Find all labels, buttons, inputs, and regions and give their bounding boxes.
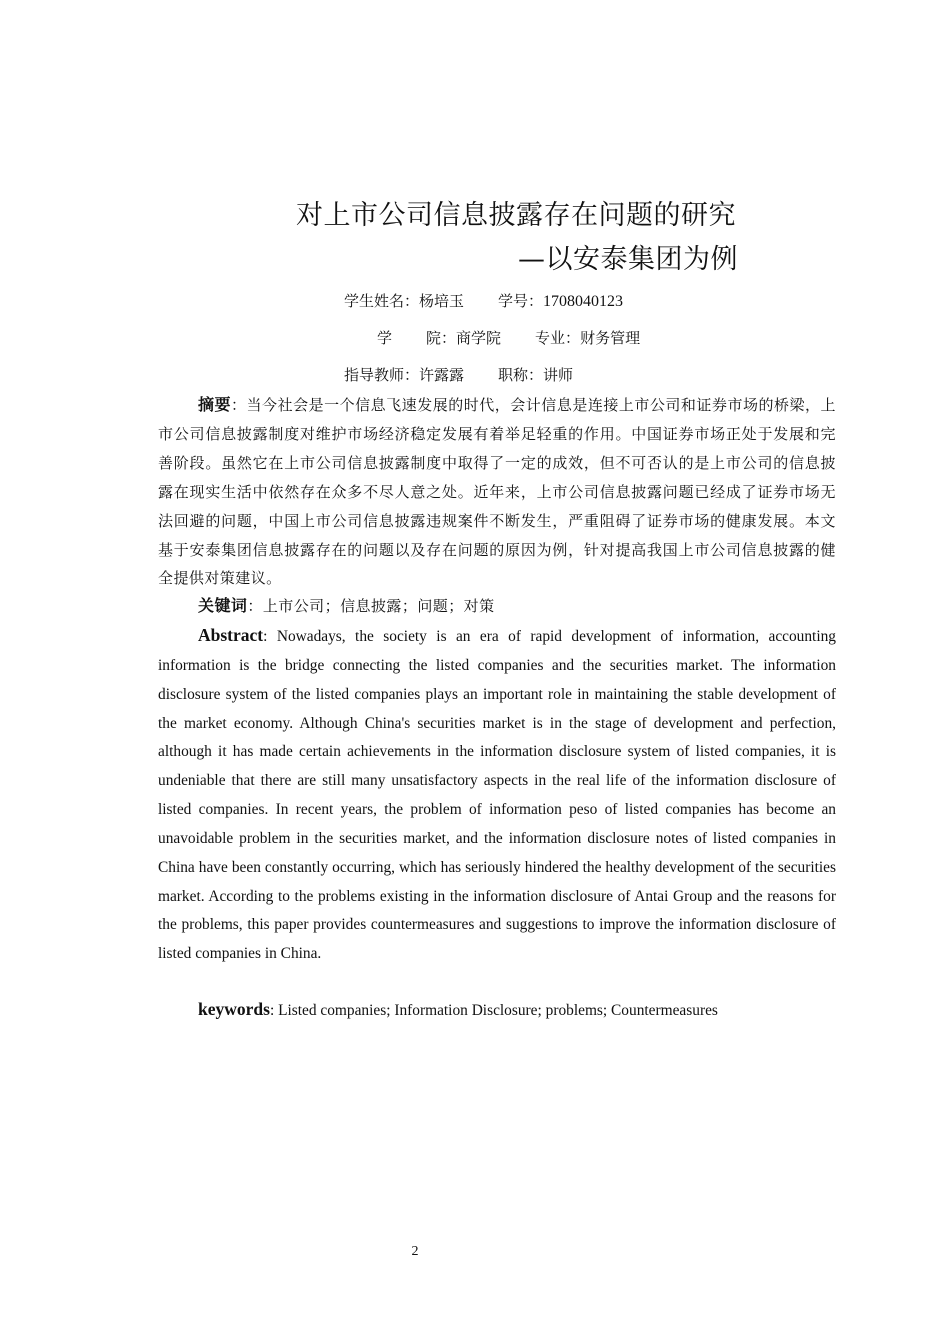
major-name: 财务管理 — [580, 329, 641, 347]
rank-label: 职称： — [498, 366, 544, 384]
page-number: 2 — [411, 1244, 419, 1259]
english-abstract-separator: : — [263, 628, 277, 645]
college-label-second: 院： — [426, 329, 457, 347]
english-abstract-text: Nowadays, the society is an era of rapid development of information, accounting information is the bridge connecting the listed companies and the securities market. The information disclosure system of the listed companies plays an important role in maintaining the stable development of the market economy. Although China's securities market is in the stage of development and perfection, although it has made certain achievements in the information disclosure system of listed companies, it is undeniable that there are still many unsatisfactory aspects in the real life of the information disclosure of listed companies. In recent years, the problem of information peso of listed companies has become an unavoidable problem in the securities market, and the information disclosure notes of listed companies in China have been constantly occurring, which has seriously hindered the healthy development of the securities market. According to the problems existing in the information disclosure of Antai Group and the reasons for the problems, this paper provides countermeasures and suggestions to improve the information disclosure of listed companies in China. — [158, 628, 837, 963]
thesis-subtitle: —以安泰集团为例 — [518, 244, 738, 275]
chinese-keywords-label: 关键词 — [198, 596, 248, 615]
chinese-keywords-text: 上市公司；信息披露；问题；对策 — [262, 597, 495, 615]
english-keywords-text: Listed companies; Information Disclosure; problems; Countermeasures — [278, 1002, 718, 1019]
chinese-abstract — [158, 391, 836, 593]
english-keywords-label: keywords — [198, 999, 270, 1019]
chinese-abstract-label: 摘要 — [198, 395, 232, 414]
thesis-title: 对上市公司信息披露存在问题的研究 — [296, 200, 736, 231]
advisor-name: 许露露 — [419, 366, 465, 384]
college-info-row — [377, 327, 640, 349]
rank-value: 讲师 — [543, 366, 574, 384]
major-label: 专业： — [535, 329, 581, 347]
student-info-row — [344, 290, 623, 313]
chinese-keywords — [158, 592, 836, 621]
english-keywords-separator: : — [269, 1002, 279, 1019]
chinese-keywords-separator: ： — [247, 597, 263, 615]
student-name: 杨培玉 — [419, 292, 465, 310]
chinese-abstract-separator: ： — [231, 396, 247, 414]
chinese-abstract-text: 当今社会是一个信息飞速发展的时代，会计信息是连接上市公司和证券市场的桥梁，上市公司信息披露制度对维护市场经济稳定发展有着举足轻重的作用。中国证券市场正处于发展和完善阶段。虽然它在上市公司信息披露制度中取得了一定的成效，但不可否认的是上市公司的信息披露在现实生活中依然存在众多不尽人意之处。近年来，上市公司信息披露问题已经成了证券市场无法回避的问题，中国上市公司信息披露违规案件不断发生，严重阻碍了证券市场的健康发展。本文基于安泰集团信息披露存在的问题以及存在问题的原因为例，针对提高我国上市公司信息披露的健全提供对策建议。 — [158, 396, 836, 588]
english-abstract-label: Abstract — [198, 625, 264, 645]
college-name: 商学院 — [456, 329, 502, 347]
english-keywords — [158, 995, 836, 1026]
student-id-label: 学号： — [498, 292, 544, 310]
advisor-label: 指导教师： — [344, 366, 420, 384]
student-name-label: 学生姓名： — [344, 292, 420, 310]
student-id: 1708040123 — [543, 293, 624, 310]
english-abstract — [158, 621, 836, 969]
college-label-first: 学 — [377, 329, 393, 347]
advisor-info-row — [344, 364, 573, 386]
